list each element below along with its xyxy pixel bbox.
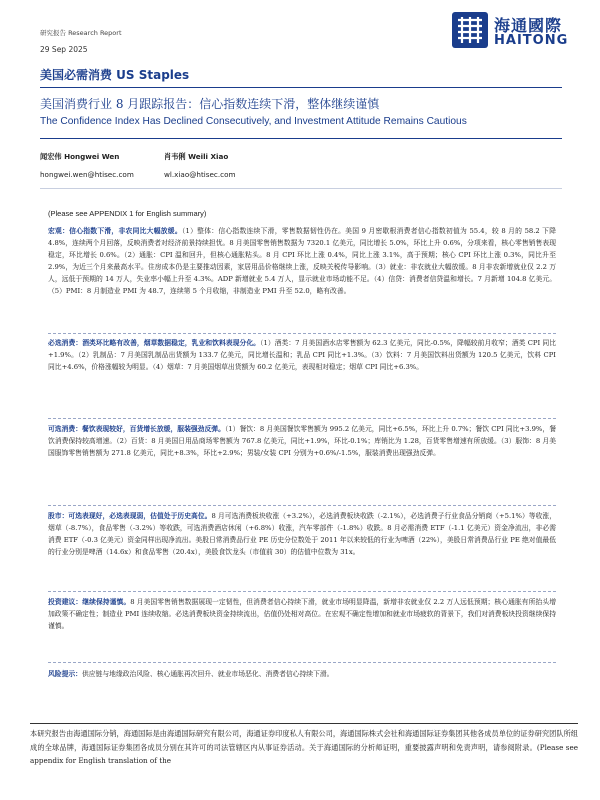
report-date: 29 Sep 2025: [40, 45, 88, 54]
author-divider: [40, 188, 562, 189]
section-lead: 必选消费：酒类环比略有改善，烟草数据稳定，乳业和饮料表现分化。: [48, 339, 261, 347]
report-title-cn: 美国消费行业 8 月跟踪报告：信心指数连续下滑，整体继续谨慎: [40, 97, 380, 111]
market-section: [48, 510, 556, 558]
report-title-en: The Confidence Index Has Declined Consecutively, and Investment Attitude Remains Cautious: [40, 116, 467, 127]
logo-text-cn: 海通國際: [494, 16, 563, 35]
staples-section: [48, 337, 556, 373]
section-body: 8 月美国零售销售数据展现一定韧性，但消费者信心持续下滑，就业市场明显降温，新增非农就业仅 2.2 万人远低预期；核心通胀有所抬头增加政策不确定性；制造业 PMI 连续收缩。必选消费板块资金持续流出，估值仍处相对高位。在宏观不确定性增加和就业市场疲软的背景下，我们对消费板块投资继续保持谨慎。: [48, 598, 556, 631]
report-category: 美国必需消费 US Staples: [40, 68, 190, 82]
macro-section: [48, 225, 556, 298]
discretionary-section: [48, 423, 556, 459]
author-email[interactable]: wl.xiao@htisec.com: [164, 170, 236, 179]
section-divider: [48, 591, 556, 592]
haitong-logo-icon: [452, 12, 488, 48]
section-body: （1）酒类：7 月美国酒水店零售额为 62.3 亿美元，同比-0.5%，降幅较前月收窄；酒类 CPI 同比+1.9%。（2）乳制品：7 月美国乳制品出货额为 133.7 亿美元，同比增长温和；乳品 CPI 同比+1.3%。（3）饮料：7 月美国饮料出货额为 120.5 亿美元，饮料 CPI 同比+4.6%，价格涨幅较为明显。（4）烟草：7 月美国烟草出货额为 60.2 亿美元，表现相对稳定；烟草 CPI 同比+6.3%。: [48, 339, 556, 372]
section-lead: 风险提示：: [48, 670, 82, 678]
report-type: 研究报告 Research Report: [40, 29, 122, 37]
section-divider: [48, 418, 556, 419]
section-body: （1）餐饮：8 月美国餐饮零售额为 995.2 亿美元，同比+6.5%，环比上升 0.7%；餐饮 CPI 同比+3.9%，餐饮消费保持较高增速。（2）百货：8 月美国日用品商场零售额为 767.8 亿美元，同比+1.9%，环比-0.1%；库销比为 1.28，百货零售增速有所放缓。（3）服饰：8 月美国服饰零售销售额为 271.8 亿美元，同比+8.3%，环比+2.9%；男装/女装 CPI 分别为+0.6%/-1.5%，服装消费出现强劲反弹。: [48, 425, 557, 458]
risk-section: [48, 668, 556, 680]
category-divider: [40, 87, 562, 88]
footer-divider: [30, 723, 578, 724]
section-lead: 投资建议：继续保持谨慎。: [48, 598, 131, 606]
investment-advice-section: [48, 596, 556, 632]
section-lead: 可选消费：餐饮表现较好，百货增长放缓，服装强劲反弹。: [48, 425, 225, 433]
section-lead: 宏观：信心指数下滑，非农同比大幅放缓。: [48, 227, 182, 235]
section-divider: [48, 662, 556, 663]
section-body: 供应链与地缘政治风险、核心通胀再次回升、就业市场恶化、消费者信心持续下滑。: [81, 670, 334, 678]
section-divider: [48, 333, 556, 334]
author-name: 肖韦俐 Weili Xiao: [164, 152, 229, 161]
author-email[interactable]: hongwei.wen@htisec.com: [40, 170, 134, 179]
appendix-note: (Please see APPENDIX 1 for English summary): [48, 209, 207, 218]
logo-text-en: HAITONG: [494, 33, 569, 48]
section-lead: 股市：可选表现好，必选表现弱，估值处于历史高位。: [48, 512, 212, 520]
title-divider: [40, 138, 562, 139]
section-body: 8 月可选消费板块收涨（+3.2%），必选消费板块收跌（-2.1%），必选消费子行业食品分销商（+5.1%）等收涨，烟草（-8.7%），食品零售（-3.2%）等收跌，可选消费酒店休闲（+6.8%）收涨，汽车零部件（-1.8%）收跌。8 月必需消费 ETF（-1.1 亿美元）资金净流出，非必需消费 ETF（-0.3 亿美元）资金同样出现净流出。美股日常消费品行业 PE 历史分位数处于 2011 年以来较低的行业为啤酒（22%），美股日常消费品行业 PE 绝对值最低的行业分别是啤酒（14.6x）和食品零售（20.4x），美股食饮龙头（市值前 30）的估值中位数为 31x。: [48, 512, 556, 557]
section-body: （1）整体：信心指数连续下滑，零售数据韧性仍在。美国 9 月密歇根消费者信心指数初值为 55.4，较 8 月的 58.2 下降 4.8%，连续两个月回落，反映消费者对经济前景持续担忧。8 月美国零售销售数据为 7320.1 亿美元，同比增长 5.0%，环比上升 0.6%，分项来看，核心零售销售表现稳定，环比增长 0.6%。（2）通胀：CPI 温和回升，但核心通胀粘头。8 月 CPI 环比上涨 0.4%，同比上涨 3.1%，高于预期；核心 CPI 环比上涨 0.3%，同比升至 2.9%，为近三个月来最高水平。住房成本仍是主要推动因素，家居用品价格继续上涨，反映关税传导影响。（3）就业：非农就业大幅放缓。8 月非农新增就业仅 2.2 万人，远低于预期的 14 万人，失业率小幅上升至 4.3%。ADP 新增就业 5.4 万人，显示就业市场动能不足。（4）信贷：消费者信贷温和增长。7 月新增 104.8 亿美元。（5）PMI：8 月制造业 PMI 为 48.7，连续第 5 个月收缩，非制造业 PMI 升至 52.0，略有改善。: [48, 227, 557, 296]
section-divider: [48, 505, 556, 506]
disclaimer-text: 本研究报告由海通国际分销，海通国际是由海通国际研究有限公司，海通证券印度私人有限公司，海通国际株式会社和海通国际证券集团其他各成员单位的证券研究团队所组成的全球品牌，海通国际证券集团各成员分别在其许可的司法管辖区内从事证券活动。关于海通国际的分析师证明，重要披露声明和免责声明，请参阅附录。(Please see appendix for English translation of the: [30, 729, 578, 766]
author-name: 闻宏伟 Hongwei Wen: [40, 152, 120, 161]
